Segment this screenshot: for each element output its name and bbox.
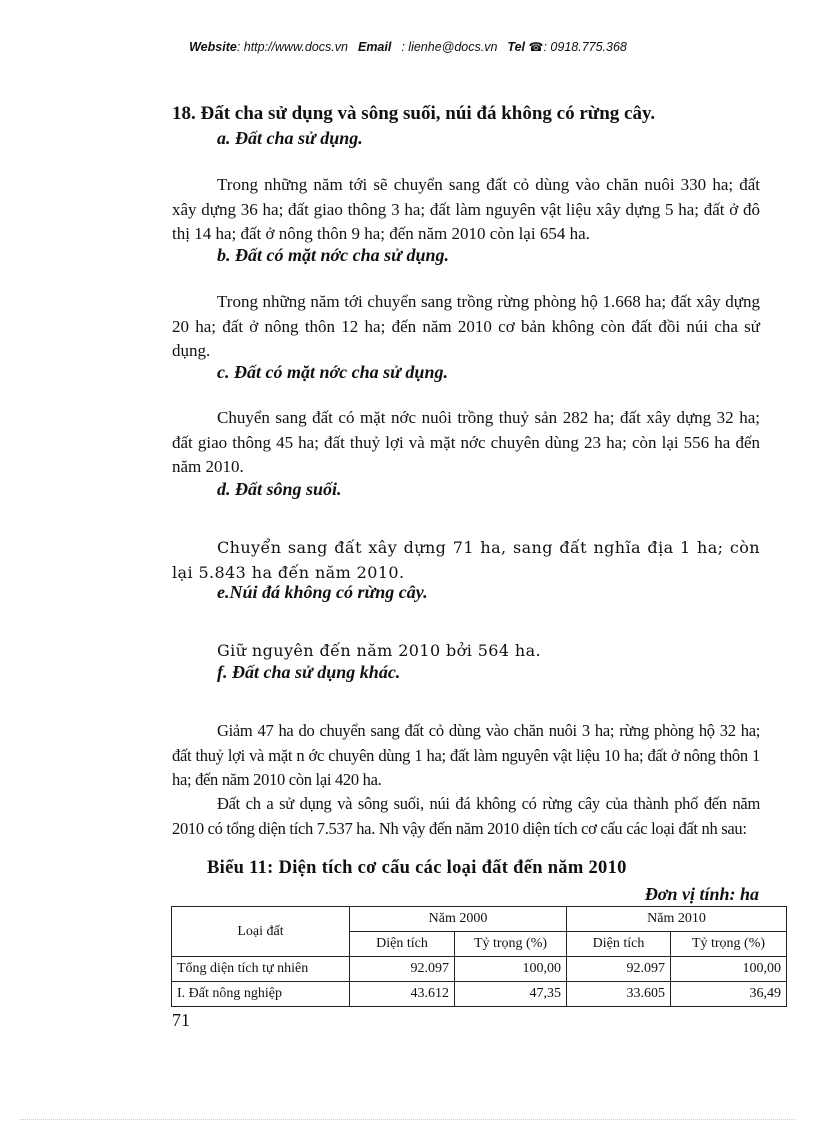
column-header-share-2000: Tỷ trọng (%)	[455, 932, 567, 957]
paragraph-d: Chuyển sang đất xây dựng 71 ha, sang đất nghĩa địa 1 ha; còn lại 5.843 ha đến năm 2010.	[172, 538, 760, 582]
subheading-a: a. Đất cha sử dụng.	[217, 128, 363, 148]
subheading-f: f. Đất cha sử dụng khác.	[217, 662, 401, 682]
subheading-c: c. Đất có mặt nớc cha sử dụng.	[217, 362, 448, 382]
page-header	[0, 40, 816, 54]
subheading-b: b. Đất có mặt nớc cha sử dụng.	[217, 245, 449, 265]
cell-share-2000: 47,35	[455, 982, 567, 1007]
website-label: Website	[189, 40, 237, 54]
phone-icon: ☎	[528, 40, 544, 54]
page-number: 71	[172, 1010, 190, 1030]
column-header-year-2010: Năm 2010	[567, 907, 787, 932]
table-unit: Đơn vị tính: ha	[644, 884, 759, 904]
section-title: 18. Đất cha sử dụng và sông suối, núi đá không có rừng cây.	[172, 103, 656, 124]
paragraph-summary: Đất ch a sử dụng và sông suối, núi đá không có rừng cây của thành phố đến năm 2010 có tổng diện tích 7.537 ha. Nh vậy đến năm 2010 diện tích cơ cấu các loại đất nh sau:	[172, 794, 760, 838]
cell-area-2000: 43.612	[350, 982, 455, 1007]
table-row	[172, 957, 787, 982]
cell-share-2010: 100,00	[671, 957, 787, 982]
table-row	[172, 982, 787, 1007]
subheading-d: d. Đất sông suối.	[217, 479, 342, 499]
row-label: Tổng diện tích tự nhiên	[172, 957, 350, 982]
cell-area-2010: 92.097	[567, 957, 671, 982]
paragraph-e: Giữ nguyên đến năm 2010 bởi 564 ha.	[217, 641, 542, 660]
subheading-e: e.Núi đá không có rừng cây.	[217, 582, 428, 602]
cell-area-2000: 92.097	[350, 957, 455, 982]
column-header-type: Loại đất	[172, 907, 350, 957]
tel-label: Tel	[507, 40, 526, 54]
tel-value: : 0918.775.368	[543, 40, 627, 54]
table-title: Biểu 11: Diện tích cơ cấu các loại đất đến năm 2010	[207, 858, 627, 878]
paragraph-c: Chuyển sang đất có mặt nớc nuôi trồng thuỷ sản 282 ha; đất xây dựng 32 ha; đất giao thông 45 ha; đất thuỷ lợi và mặt nớc chuyên dùng 23 ha; còn lại 556 ha đến năm 2010.	[172, 408, 760, 476]
paragraph-b: Trong những năm tới chuyển sang trồng rừng phòng hộ 1.668 ha; đất xây dựng 20 ha; đất ở nông thôn 12 ha; đến năm 2010 cơ bản không còn đất đồi núi cha sử dụng.	[172, 292, 760, 360]
cell-area-2010: 33.605	[567, 982, 671, 1007]
page-bottom-divider	[20, 1119, 796, 1120]
cell-share-2000: 100,00	[455, 957, 567, 982]
land-structure-table	[171, 906, 787, 1007]
column-header-year-2000: Năm 2000	[350, 907, 567, 932]
paragraph-a: Trong những năm tới sẽ chuyển sang đất cỏ dùng vào chăn nuôi 330 ha; đất xây dựng 36 ha; đất giao thông 3 ha; đất làm nguyên vật liệu xây dựng 5 ha; đất ở đô thị 14 ha; đất ở nông thôn 9 ha; đến năm 2010 còn lại 654 ha.	[172, 175, 760, 243]
email-value[interactable]: : lienhe@docs.vn	[401, 40, 498, 54]
column-header-share-2010: Tỷ trọng (%)	[671, 932, 787, 957]
row-label: I. Đất nông nghiệp	[172, 982, 350, 1007]
column-header-area-2010: Diện tích	[567, 932, 671, 957]
email-label: Email	[357, 40, 392, 54]
paragraph-f: Giảm 47 ha do chuyển sang đất cỏ dùng vào chăn nuôi 3 ha; rừng phòng hộ 32 ha; đất thuỷ lợi và mặt n ớc chuyên dùng 1 ha; đất làm nguyên vật liệu 10 ha; đất ở nông thôn 1 ha; đến năm 2010 còn lại 420 ha.	[172, 721, 760, 789]
website-value[interactable]: : http://www.docs.vn	[236, 40, 348, 54]
column-header-area-2000: Diện tích	[350, 932, 455, 957]
cell-share-2010: 36,49	[671, 982, 787, 1007]
